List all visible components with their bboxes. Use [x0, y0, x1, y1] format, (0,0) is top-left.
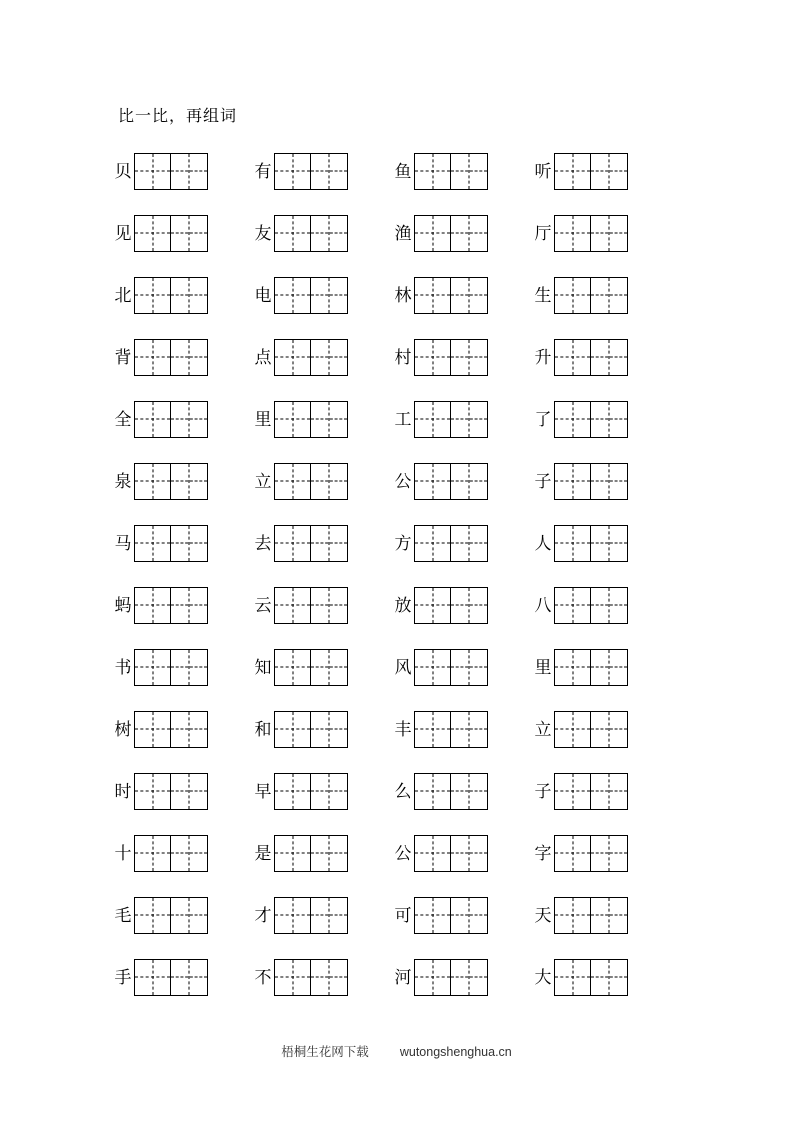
writing-box[interactable]	[591, 463, 628, 500]
answer-boxes[interactable]	[554, 277, 628, 314]
writing-box[interactable]	[311, 339, 348, 376]
character-group	[112, 388, 252, 450]
prompt-character: 公	[394, 843, 412, 863]
answer-boxes[interactable]	[134, 153, 208, 190]
prompt-character: 子	[534, 781, 552, 801]
character-group	[392, 636, 532, 698]
writing-box[interactable]	[591, 339, 628, 376]
writing-box[interactable]	[134, 153, 171, 190]
character-group	[112, 450, 252, 512]
answer-boxes[interactable]	[554, 587, 628, 624]
answer-boxes[interactable]	[554, 835, 628, 872]
writing-box[interactable]	[414, 339, 451, 376]
writing-box[interactable]	[134, 463, 171, 500]
writing-box[interactable]	[311, 401, 348, 438]
character-group	[392, 202, 532, 264]
writing-box[interactable]	[274, 401, 311, 438]
writing-box[interactable]	[451, 835, 488, 872]
writing-box[interactable]	[274, 277, 311, 314]
answer-boxes[interactable]	[134, 959, 208, 996]
character-group	[392, 946, 532, 1008]
answer-boxes[interactable]	[274, 215, 348, 252]
writing-box[interactable]	[171, 711, 208, 748]
answer-boxes[interactable]	[134, 525, 208, 562]
prompt-character: 可	[394, 905, 412, 925]
answer-boxes[interactable]	[554, 773, 628, 810]
writing-box[interactable]	[414, 773, 451, 810]
prompt-character: 么	[394, 781, 412, 801]
answer-boxes[interactable]	[414, 215, 488, 252]
writing-box[interactable]	[591, 959, 628, 996]
prompt-character: 点	[254, 347, 272, 367]
character-group	[532, 450, 672, 512]
answer-boxes[interactable]	[554, 463, 628, 500]
answer-boxes[interactable]	[554, 711, 628, 748]
answer-boxes[interactable]	[274, 711, 348, 748]
writing-box[interactable]	[134, 277, 171, 314]
exercise-row	[112, 202, 672, 264]
character-group	[252, 140, 392, 202]
character-group	[252, 698, 392, 760]
answer-boxes[interactable]	[554, 959, 628, 996]
writing-box[interactable]	[591, 649, 628, 686]
prompt-character: 生	[534, 285, 552, 305]
writing-box[interactable]	[554, 401, 591, 438]
exercise-row	[112, 140, 672, 202]
answer-boxes[interactable]	[414, 649, 488, 686]
writing-box[interactable]	[591, 215, 628, 252]
writing-box[interactable]	[554, 773, 591, 810]
answer-boxes[interactable]	[134, 401, 208, 438]
writing-box[interactable]	[554, 153, 591, 190]
writing-box[interactable]	[274, 773, 311, 810]
prompt-character: 手	[114, 967, 132, 987]
exercise-row	[112, 698, 672, 760]
writing-box[interactable]	[414, 463, 451, 500]
writing-box[interactable]	[311, 463, 348, 500]
writing-box[interactable]	[414, 401, 451, 438]
answer-boxes[interactable]	[414, 897, 488, 934]
prompt-character: 友	[254, 223, 272, 243]
writing-box[interactable]	[451, 463, 488, 500]
writing-box[interactable]	[414, 587, 451, 624]
answer-boxes[interactable]	[134, 587, 208, 624]
character-group	[532, 946, 672, 1008]
character-group	[392, 388, 532, 450]
writing-box[interactable]	[414, 277, 451, 314]
prompt-character: 公	[394, 471, 412, 491]
character-group	[252, 760, 392, 822]
character-group	[392, 884, 532, 946]
answer-boxes[interactable]	[414, 959, 488, 996]
prompt-character: 书	[114, 657, 132, 677]
writing-box[interactable]	[134, 649, 171, 686]
writing-box[interactable]	[134, 959, 171, 996]
writing-box[interactable]	[554, 897, 591, 934]
prompt-character: 子	[534, 471, 552, 491]
prompt-character: 马	[114, 533, 132, 553]
exercise-row	[112, 946, 672, 1008]
prompt-character: 方	[394, 533, 412, 553]
answer-boxes[interactable]	[134, 835, 208, 872]
prompt-character: 背	[114, 347, 132, 367]
writing-box[interactable]	[134, 835, 171, 872]
writing-box[interactable]	[171, 339, 208, 376]
answer-boxes[interactable]	[134, 649, 208, 686]
exercise-row	[112, 884, 672, 946]
prompt-character: 里	[254, 409, 272, 429]
prompt-character: 才	[254, 905, 272, 925]
writing-box[interactable]	[554, 339, 591, 376]
writing-box[interactable]	[451, 959, 488, 996]
prompt-character: 见	[114, 223, 132, 243]
writing-box[interactable]	[554, 525, 591, 562]
writing-box[interactable]	[171, 463, 208, 500]
writing-box[interactable]	[414, 153, 451, 190]
writing-box[interactable]	[171, 897, 208, 934]
character-group	[252, 574, 392, 636]
character-group	[112, 140, 252, 202]
character-group	[252, 264, 392, 326]
writing-box[interactable]	[311, 897, 348, 934]
writing-box[interactable]	[591, 587, 628, 624]
writing-box[interactable]	[554, 463, 591, 500]
answer-boxes[interactable]	[274, 773, 348, 810]
character-group	[532, 636, 672, 698]
writing-box[interactable]	[171, 959, 208, 996]
character-group	[112, 202, 252, 264]
prompt-character: 知	[254, 657, 272, 677]
prompt-character: 不	[254, 967, 272, 987]
answer-boxes[interactable]	[414, 835, 488, 872]
prompt-character: 有	[254, 161, 272, 181]
character-group	[252, 946, 392, 1008]
writing-box[interactable]	[451, 215, 488, 252]
writing-box[interactable]	[451, 897, 488, 934]
answer-boxes[interactable]	[134, 277, 208, 314]
writing-box[interactable]	[274, 587, 311, 624]
answer-boxes[interactable]	[414, 711, 488, 748]
character-group	[532, 760, 672, 822]
answer-boxes[interactable]	[554, 339, 628, 376]
writing-box[interactable]	[451, 401, 488, 438]
prompt-character: 大	[534, 967, 552, 987]
writing-box[interactable]	[134, 215, 171, 252]
answer-boxes[interactable]	[414, 153, 488, 190]
answer-boxes[interactable]	[274, 339, 348, 376]
writing-box[interactable]	[274, 215, 311, 252]
writing-box[interactable]	[311, 215, 348, 252]
writing-box[interactable]	[311, 773, 348, 810]
writing-box[interactable]	[311, 649, 348, 686]
character-group	[252, 512, 392, 574]
prompt-character: 贝	[114, 161, 132, 181]
character-group	[392, 450, 532, 512]
answer-boxes[interactable]	[414, 773, 488, 810]
writing-box[interactable]	[451, 711, 488, 748]
answer-boxes[interactable]	[554, 153, 628, 190]
prompt-character: 泉	[114, 471, 132, 491]
writing-box[interactable]	[554, 649, 591, 686]
answer-boxes[interactable]	[274, 959, 348, 996]
character-group	[252, 636, 392, 698]
writing-box[interactable]	[311, 835, 348, 872]
prompt-character: 和	[254, 719, 272, 739]
writing-box[interactable]	[554, 711, 591, 748]
answer-boxes[interactable]	[414, 277, 488, 314]
character-group	[392, 512, 532, 574]
prompt-character: 林	[394, 285, 412, 305]
writing-box[interactable]	[554, 959, 591, 996]
character-group	[112, 636, 252, 698]
character-group	[112, 884, 252, 946]
character-group	[392, 822, 532, 884]
character-group	[532, 884, 672, 946]
character-group	[112, 760, 252, 822]
character-group	[392, 760, 532, 822]
writing-box[interactable]	[274, 649, 311, 686]
writing-box[interactable]	[274, 959, 311, 996]
character-group	[252, 388, 392, 450]
prompt-character: 树	[114, 719, 132, 739]
exercise-row	[112, 388, 672, 450]
exercise-row	[112, 760, 672, 822]
prompt-character: 放	[394, 595, 412, 615]
writing-box[interactable]	[171, 835, 208, 872]
prompt-character: 工	[394, 409, 412, 429]
exercise-row	[112, 326, 672, 388]
writing-box[interactable]	[311, 153, 348, 190]
answer-boxes[interactable]	[414, 401, 488, 438]
character-group	[112, 264, 252, 326]
character-group	[112, 698, 252, 760]
writing-box[interactable]	[591, 277, 628, 314]
writing-box[interactable]	[451, 525, 488, 562]
prompt-character: 厅	[534, 223, 552, 243]
character-group	[112, 574, 252, 636]
character-group	[532, 698, 672, 760]
character-group	[252, 822, 392, 884]
page-title: 比一比，再组词	[118, 108, 238, 125]
answer-boxes[interactable]	[134, 339, 208, 376]
prompt-character: 渔	[394, 223, 412, 243]
writing-box[interactable]	[451, 339, 488, 376]
writing-box[interactable]	[554, 215, 591, 252]
character-group	[252, 202, 392, 264]
writing-box[interactable]	[171, 277, 208, 314]
prompt-character: 里	[534, 657, 552, 677]
character-group	[532, 326, 672, 388]
writing-box[interactable]	[311, 525, 348, 562]
writing-box[interactable]	[134, 711, 171, 748]
character-group	[532, 202, 672, 264]
answer-boxes[interactable]	[134, 711, 208, 748]
prompt-character: 河	[394, 967, 412, 987]
writing-box[interactable]	[134, 587, 171, 624]
answer-boxes[interactable]	[274, 401, 348, 438]
writing-box[interactable]	[171, 153, 208, 190]
character-group	[112, 946, 252, 1008]
prompt-character: 了	[534, 409, 552, 429]
writing-box[interactable]	[451, 773, 488, 810]
answer-boxes[interactable]	[274, 277, 348, 314]
exercise-grid	[112, 140, 672, 1008]
character-group	[532, 140, 672, 202]
prompt-character: 时	[114, 781, 132, 801]
writing-box[interactable]	[274, 711, 311, 748]
character-group	[392, 140, 532, 202]
writing-box[interactable]	[414, 835, 451, 872]
writing-box[interactable]	[591, 401, 628, 438]
writing-box[interactable]	[274, 339, 311, 376]
writing-box[interactable]	[451, 587, 488, 624]
writing-box[interactable]	[554, 277, 591, 314]
prompt-character: 云	[254, 595, 272, 615]
writing-box[interactable]	[134, 525, 171, 562]
character-group	[392, 698, 532, 760]
writing-box[interactable]	[311, 959, 348, 996]
footer-site-name: 梧桐生花网下载	[281, 1045, 369, 1059]
exercise-row	[112, 574, 672, 636]
prompt-character: 鱼	[394, 161, 412, 181]
character-group	[112, 326, 252, 388]
writing-box[interactable]	[311, 711, 348, 748]
footer-site-url: wutongshenghua.cn	[399, 1045, 512, 1059]
answer-boxes[interactable]	[134, 773, 208, 810]
answer-boxes[interactable]	[274, 587, 348, 624]
prompt-character: 村	[394, 347, 412, 367]
writing-box[interactable]	[591, 897, 628, 934]
page-footer	[0, 1042, 793, 1060]
prompt-character: 听	[534, 161, 552, 181]
character-group	[252, 884, 392, 946]
answer-boxes[interactable]	[554, 649, 628, 686]
writing-box[interactable]	[414, 959, 451, 996]
writing-box[interactable]	[591, 835, 628, 872]
writing-box[interactable]	[171, 401, 208, 438]
writing-box[interactable]	[134, 401, 171, 438]
writing-box[interactable]	[171, 649, 208, 686]
answer-boxes[interactable]	[554, 215, 628, 252]
writing-box[interactable]	[274, 525, 311, 562]
prompt-character: 丰	[394, 719, 412, 739]
answer-boxes[interactable]	[414, 587, 488, 624]
answer-boxes[interactable]	[554, 525, 628, 562]
writing-box[interactable]	[451, 649, 488, 686]
answer-boxes[interactable]	[554, 897, 628, 934]
answer-boxes[interactable]	[274, 525, 348, 562]
prompt-character: 是	[254, 843, 272, 863]
prompt-character: 升	[534, 347, 552, 367]
prompt-character: 电	[254, 285, 272, 305]
answer-boxes[interactable]	[274, 897, 348, 934]
writing-box[interactable]	[414, 649, 451, 686]
prompt-character: 八	[534, 595, 552, 615]
writing-box[interactable]	[171, 587, 208, 624]
answer-boxes[interactable]	[274, 153, 348, 190]
answer-boxes[interactable]	[274, 649, 348, 686]
answer-boxes[interactable]	[274, 463, 348, 500]
character-group	[532, 822, 672, 884]
writing-box[interactable]	[414, 215, 451, 252]
exercise-row	[112, 822, 672, 884]
writing-box[interactable]	[591, 773, 628, 810]
prompt-character: 蚂	[114, 595, 132, 615]
character-group	[112, 822, 252, 884]
writing-box[interactable]	[591, 525, 628, 562]
character-group	[252, 450, 392, 512]
writing-box[interactable]	[451, 277, 488, 314]
writing-box[interactable]	[274, 463, 311, 500]
writing-box[interactable]	[451, 153, 488, 190]
prompt-character: 全	[114, 409, 132, 429]
character-group	[112, 512, 252, 574]
prompt-character: 风	[394, 657, 412, 677]
answer-boxes[interactable]	[414, 463, 488, 500]
exercise-row	[112, 636, 672, 698]
prompt-character: 立	[254, 471, 272, 491]
writing-box[interactable]	[171, 215, 208, 252]
writing-box[interactable]	[414, 525, 451, 562]
writing-box[interactable]	[311, 277, 348, 314]
character-group	[392, 326, 532, 388]
writing-box[interactable]	[591, 711, 628, 748]
writing-box[interactable]	[171, 525, 208, 562]
writing-box[interactable]	[414, 711, 451, 748]
prompt-character: 毛	[114, 905, 132, 925]
writing-box[interactable]	[554, 835, 591, 872]
writing-box[interactable]	[134, 897, 171, 934]
writing-box[interactable]	[134, 339, 171, 376]
answer-boxes[interactable]	[414, 339, 488, 376]
answer-boxes[interactable]	[134, 463, 208, 500]
exercise-row	[112, 512, 672, 574]
writing-box[interactable]	[274, 835, 311, 872]
writing-box[interactable]	[414, 897, 451, 934]
writing-box[interactable]	[274, 897, 311, 934]
answer-boxes[interactable]	[134, 897, 208, 934]
character-group	[532, 388, 672, 450]
prompt-character: 早	[254, 781, 272, 801]
character-group	[532, 574, 672, 636]
character-group	[392, 264, 532, 326]
answer-boxes[interactable]	[414, 525, 488, 562]
writing-box[interactable]	[311, 587, 348, 624]
character-group	[392, 574, 532, 636]
character-group	[532, 264, 672, 326]
prompt-character: 去	[254, 533, 272, 553]
prompt-character: 立	[534, 719, 552, 739]
character-group	[532, 512, 672, 574]
prompt-character: 十	[114, 843, 132, 863]
writing-box[interactable]	[134, 773, 171, 810]
answer-boxes[interactable]	[554, 401, 628, 438]
exercise-row	[112, 450, 672, 512]
prompt-character: 北	[114, 285, 132, 305]
exercise-row	[112, 264, 672, 326]
writing-box[interactable]	[554, 587, 591, 624]
character-group	[252, 326, 392, 388]
answer-boxes[interactable]	[274, 835, 348, 872]
answer-boxes[interactable]	[134, 215, 208, 252]
writing-box[interactable]	[171, 773, 208, 810]
prompt-character: 字	[534, 843, 552, 863]
writing-box[interactable]	[274, 153, 311, 190]
prompt-character: 人	[534, 533, 552, 553]
prompt-character: 天	[534, 905, 552, 925]
writing-box[interactable]	[591, 153, 628, 190]
